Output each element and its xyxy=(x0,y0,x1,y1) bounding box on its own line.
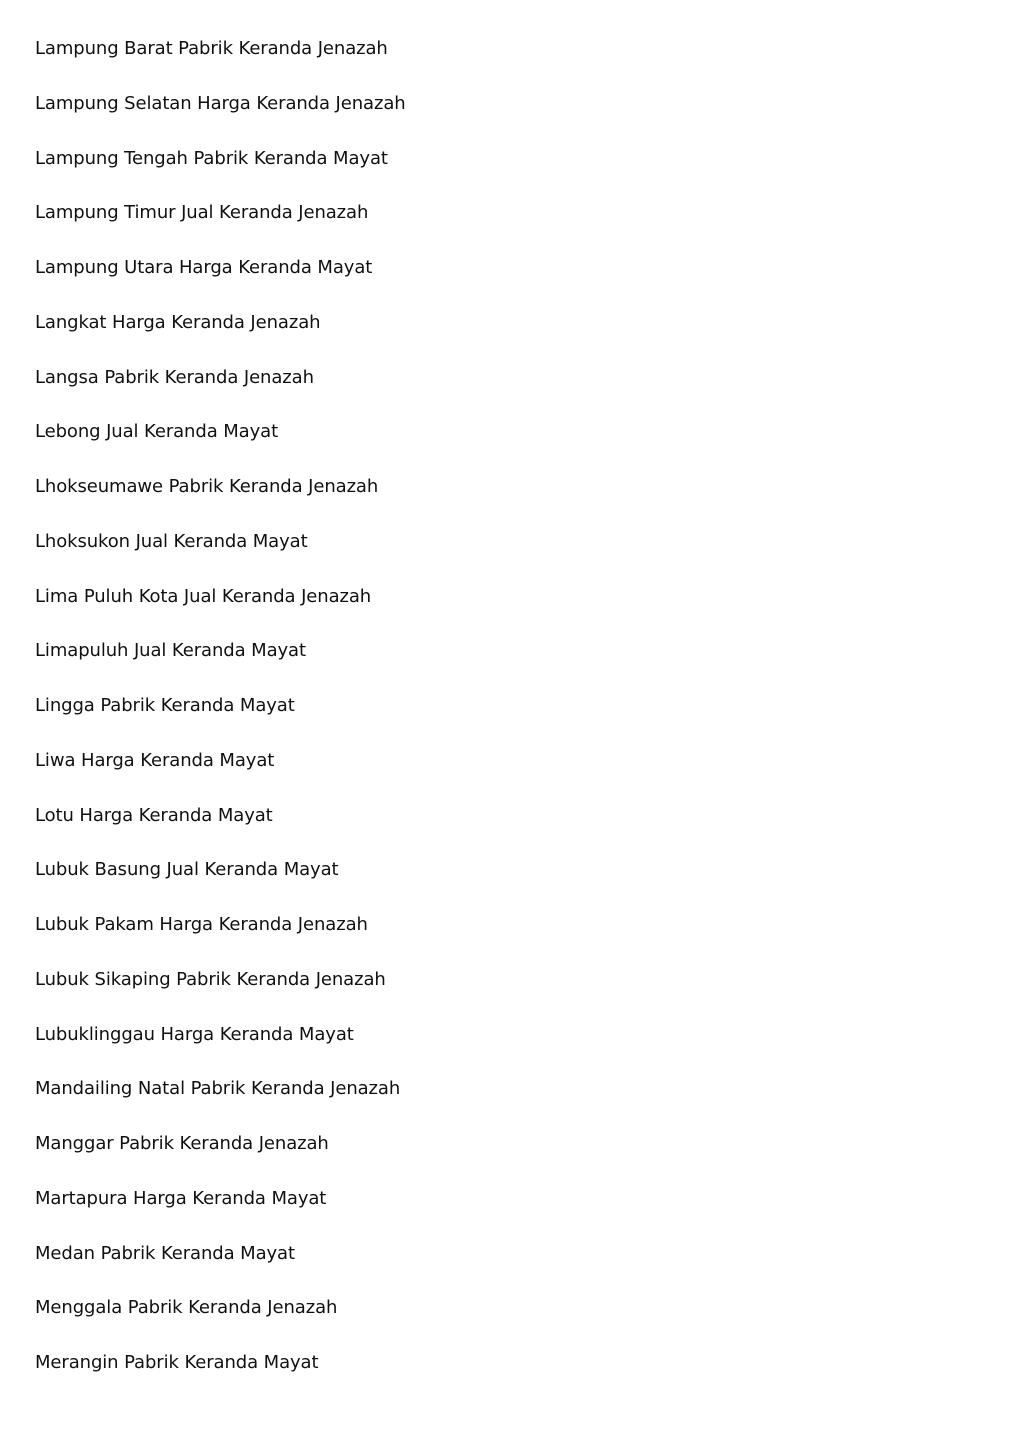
list-item: Limapuluh Jual Keranda Mayat xyxy=(35,640,306,662)
list-item: Langkat Harga Keranda Jenazah xyxy=(35,311,321,333)
list-item: Lhoksukon Jual Keranda Mayat xyxy=(35,530,308,552)
list-item: Langsa Pabrik Keranda Jenazah xyxy=(35,366,314,388)
location-list xyxy=(35,36,735,1405)
list-item: Liwa Harga Keranda Mayat xyxy=(35,749,275,771)
list-item: Lotu Harga Keranda Mayat xyxy=(35,804,273,826)
list-item: Lubuk Sikaping Pabrik Keranda Jenazah xyxy=(35,968,386,990)
list-item: Lingga Pabrik Keranda Mayat xyxy=(35,695,295,716)
list-item: Merangin Pabrik Keranda Mayat xyxy=(35,1352,319,1373)
list-item: Lubuklinggau Harga Keranda Mayat xyxy=(35,1023,354,1045)
list-item: Martapura Harga Keranda Mayat xyxy=(35,1187,327,1209)
list-item: Menggala Pabrik Keranda Jenazah xyxy=(35,1297,338,1319)
list-item: Lebong Jual Keranda Mayat xyxy=(35,421,279,443)
list-item: Lampung Barat Pabrik Keranda Jenazah xyxy=(35,38,388,59)
list-item: Medan Pabrik Keranda Mayat xyxy=(35,1242,295,1264)
list-item: Manggar Pabrik Keranda Jenazah xyxy=(35,1133,329,1154)
list-item: Lampung Selatan Harga Keranda Jenazah xyxy=(35,92,406,114)
list-item: Lubuk Basung Jual Keranda Mayat xyxy=(35,859,339,881)
list-item: Lubuk Pakam Harga Keranda Jenazah xyxy=(35,914,368,935)
list-item: Lhokseumawe Pabrik Keranda Jenazah xyxy=(35,476,379,497)
list-item: Lampung Timur Jual Keranda Jenazah xyxy=(35,202,369,224)
list-item: Lampung Tengah Pabrik Keranda Mayat xyxy=(35,147,388,169)
list-item: Lima Puluh Kota Jual Keranda Jenazah xyxy=(35,585,372,607)
list-item: Lampung Utara Harga Keranda Mayat xyxy=(35,257,373,278)
list-item: Mandailing Natal Pabrik Keranda Jenazah xyxy=(35,1078,401,1100)
